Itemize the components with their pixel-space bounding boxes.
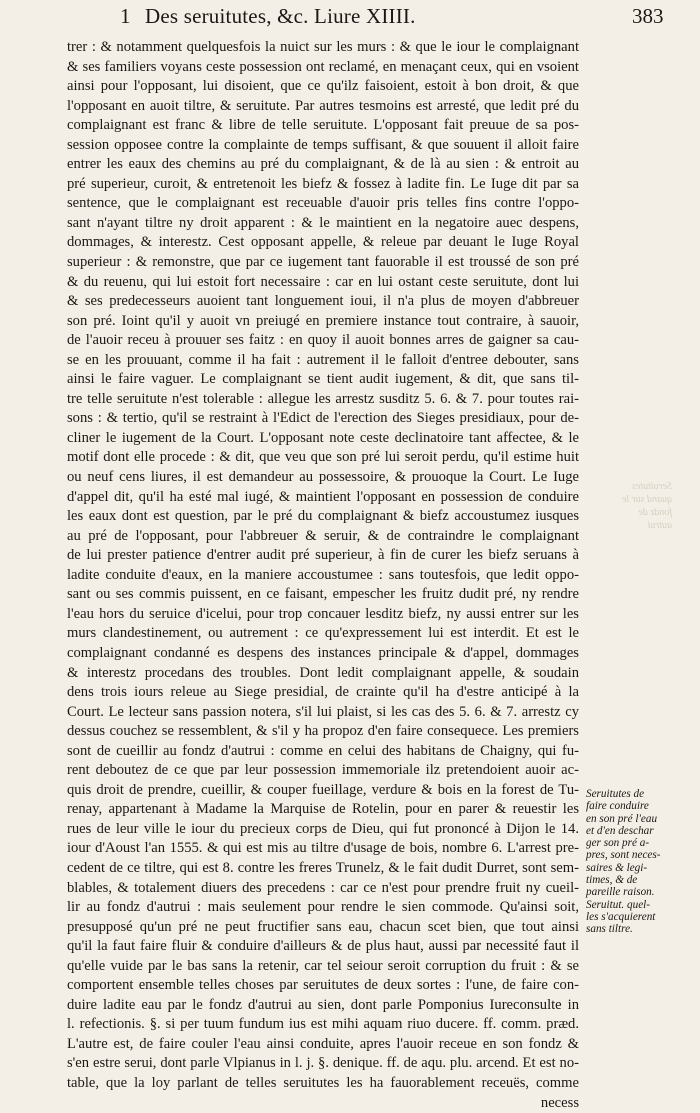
text-line: blables, & totalement diuers des precedens : car ce n'est pour prendre fruit ny cueil- [67, 879, 579, 896]
text-line: ladite conduite d'eaux, en la maniere accoustumee : sans toutesfois, que ledit oppo- [67, 566, 579, 583]
text-line: presupposé qu'un pré ne peut fructifier sans eau, chacun scet bien, que tout ainsi [67, 918, 579, 935]
text-line: & ses predecesseurs auoient tant longuement ioui, il n'a plus de moyen d'abbreuer [67, 293, 579, 310]
text-line: l. refectionis. §. si per tuum fundum ius est mihi aquam riuo ducere. ff. comm. præd. [67, 1016, 579, 1033]
margin-note-line: times, & de [586, 874, 638, 887]
text-line: dens trois iours releue au Siege presidial, de crainte qu'il ha d'estre anticipé à la [67, 684, 579, 701]
text-line: ainsi le faire vaguer. Le complaignant se tient audit iugement, & dit, que sans til- [67, 371, 579, 388]
text-line: & du reuenu, qui lui estoit fort necessaire : car en lui ostant ceste seruitute, dont lui [67, 273, 579, 290]
text-line: quis droit de prendre, cueillir, & couper fueillage, verdure & bois en la forest de Tu- [67, 781, 579, 798]
text-line: motif dont elle procede : & dit, que veu que son pré lui seroit perdu, qu'il estime huit [67, 449, 579, 466]
text-line: L'autre est, de faire couler l'eau ainsi conduite, apres l'auoir receue en son fondz & [67, 1035, 579, 1052]
text-line: murs clandestinement, ou autrement : ce qu'expressement lui est interdit. Et est le [67, 625, 579, 642]
text-line: & ses familiers voyans ceste possession ont reclamé, en menaçant ceux, qui en vsoient [67, 58, 579, 75]
text-line: qu'il la faut faire fluir & conduire d'ailleurs & de plus haut, aussi par necessité faut il [67, 938, 579, 955]
text-line: s'en estre serui, dont parle Vlpianus in l. j. §. denique. ff. de aqu. plu. arcend. Et est no- [67, 1055, 579, 1072]
body-text [67, 38, 579, 1113]
text-line: l'eau hors du seruice d'icelui, pour trop concauer lesditz biefz, ny aussi entrer sur les [67, 605, 579, 622]
text-line: son pré. Ioint qu'il y auoit vn preiugé en premiere instance tout contraire, à sauoir, [67, 312, 579, 329]
margin-note-line: saires & legi- [586, 861, 648, 874]
catchword: necess [540, 1094, 579, 1111]
text-line: complaignant condanné es despens des instances principale & d'appel, dommages [67, 644, 579, 661]
text-line: complaignant est franc & libre de telle seruitute. L'opposant fait preuue de sa pos- [67, 117, 579, 134]
margin-note-line: les s'acquierent [586, 910, 656, 923]
text-line: d'appel dit, qu'il ha esté mal iugé, & maintient l'opposant en possession de conduire [67, 488, 579, 505]
text-line: rent deboutez de ce que par leur possession immemoriale ilz pretendoient auoir ac- [67, 762, 579, 779]
margin-note-line: sans tiltre. [586, 923, 633, 936]
chapter-number: 1 [120, 4, 131, 28]
text-line: sant ou ses commis puissent, en ce faisant, empescher les fruitz dudit pré, ny rendre [67, 586, 579, 603]
text-line: renay, appartenant à Madame la Marquise de Rotelin, pour en parer & reuestir les [67, 801, 579, 818]
text-line: sentence, que le complaignant est receuable d'auoir pris telles fins contre l'oppo- [67, 195, 579, 212]
text-line: iour d'Aoust l'an 1555. & qui est mis au tiltre d'usage de bois, nombre 6. L'arrest pre- [67, 840, 579, 857]
margin-note-line: Seruitut. quel- [586, 898, 651, 911]
text-line: au pré de l'opposant, pour l'abbreuer & seruir, & de contraindre le complaignant [67, 527, 579, 544]
page-number: 383 [632, 4, 664, 28]
margin-note-line: ger son pré a- [586, 837, 650, 850]
text-line: & interestz procedans des troubles. Dont ledit complaignant appelle, & soudain [67, 664, 579, 681]
text-line: Court. Le lecteur sans passion notera, s'il lui plaist, si les cas des 5. 6. & 7. arrestz cy [67, 703, 579, 720]
text-line: sons : & tertio, qu'il se restraint à l'Edict de l'erection des Sieges presidiaux, pour de- [67, 410, 579, 427]
text-line: trer : & notamment quelquesfois la nuict sur les murs : & que le iour le complaignant [67, 39, 579, 55]
text-line: rues de leur ville le iour du precieux corps de Dieu, qui fut prononcé à Dijon le 14. [67, 820, 579, 837]
text-line: superieur : & remonstre, que par ce iugement tant fauorable il est troussé de son pré [67, 254, 579, 271]
text-line: sont de cueillir au fondz d'autrui : comme en celui des habitans de Chaigny, qui fu- [67, 742, 579, 759]
text-line: ainsi pour l'opposant, lui disoient, que ce qu'ilz faisoient, estoit à bon droit, & que [67, 78, 579, 95]
text-line: lir au fondz d'autrui : mais seulement pour rendre le sien commode. Qu'ainsi soit, [67, 899, 579, 916]
margin-note-line: faire conduire [586, 800, 649, 813]
margin-note-line: en son pré l'eau [586, 812, 658, 825]
margin-note-line: Seruitutes de [586, 788, 645, 800]
text-line: session opposee contre la complainte de temps suffisant, & que souuent il alloit faire [67, 136, 579, 153]
text-line: les eaux dont est question, par le pré du complaignant & biefz accoustumez iusques [67, 508, 579, 525]
text-line: l'opposant en auoit tiltre, & seruitute. Par autres tesmoins est arresté, que ledit pré du [67, 97, 579, 114]
running-header [0, 4, 700, 32]
text-line: pré superieur, curoit, & entretenoit les biefz & fossez à ladite fin. Le Iuge dit par sa [67, 175, 579, 192]
text-line: sant n'ayant tiltre ny droit apparent : & le maintient en la negatoire auec despens, [67, 214, 579, 231]
show-through-text: Seruitutes quand sur le fondz de autrui [622, 481, 672, 531]
text-line: cliner le iugement de la Court. L'opposant note ceste declinatoire tant affectee, & le [67, 429, 579, 446]
text-line: entrer les eaux des chemins au pré du complaignant, & de là au sien : & entroit au [67, 156, 579, 173]
margin-note-line: pareille raison. [586, 886, 655, 899]
text-line: dommages, & interestz. Cest opposant appelle, & releue par deuant le Iuge Royal [67, 234, 579, 251]
text-line: de l'auoir receu à prouuer ses faitz : en quoy il auoit bonnes arres de gaigner sa cau- [67, 332, 579, 349]
text-line: comportent ensemble telles choses par seruitutes de deux sortes : l'une, de faire con- [67, 977, 579, 994]
text-line: de lui prester patience d'entrer audit pré superieur, à fin de curer les biefz seruans à [67, 547, 579, 564]
text-line: dessus couchez se ressemblent, & s'il y ha propoz d'en faire consequece. Les premiers [67, 723, 579, 740]
text-line: tre telle seruitute n'est tolerable : allegue les arrestz susditz 5. 6. & 7. pour toutes rai- [67, 390, 579, 407]
text-line: cedent de ce tiltre, qui est 8. contre les freres Trunelz, & le fait dudit Durret, sont sem- [67, 859, 579, 876]
text-line: se en les prouuant, comme il ha fait : autrement il le falloit d'entree debouter, sans [67, 351, 579, 368]
text-line: duire ladite eau par le fondz d'autrui au sien, dont parle Pomponius Iureconsulte in [67, 996, 579, 1013]
margin-note-line: pres, sont neces- [586, 849, 661, 862]
running-title: Des seruitutes, &c. Liure XIIII. [145, 4, 416, 28]
margin-note-line: et d'en deschar [586, 824, 654, 837]
text-line: ou neuf cens liures, il est demandeur au possessoire, & prouoque la Court. Le Iuge [67, 469, 579, 486]
margin-note [586, 788, 668, 936]
text-line: qu'elle vuide par le bas sans la retenir, car tel seiour seroit corruption du fruit : & se [67, 957, 579, 974]
text-line: table, que la loy parlant de telles seruitutes les ha fauorablement receuës, comme [67, 1074, 579, 1091]
